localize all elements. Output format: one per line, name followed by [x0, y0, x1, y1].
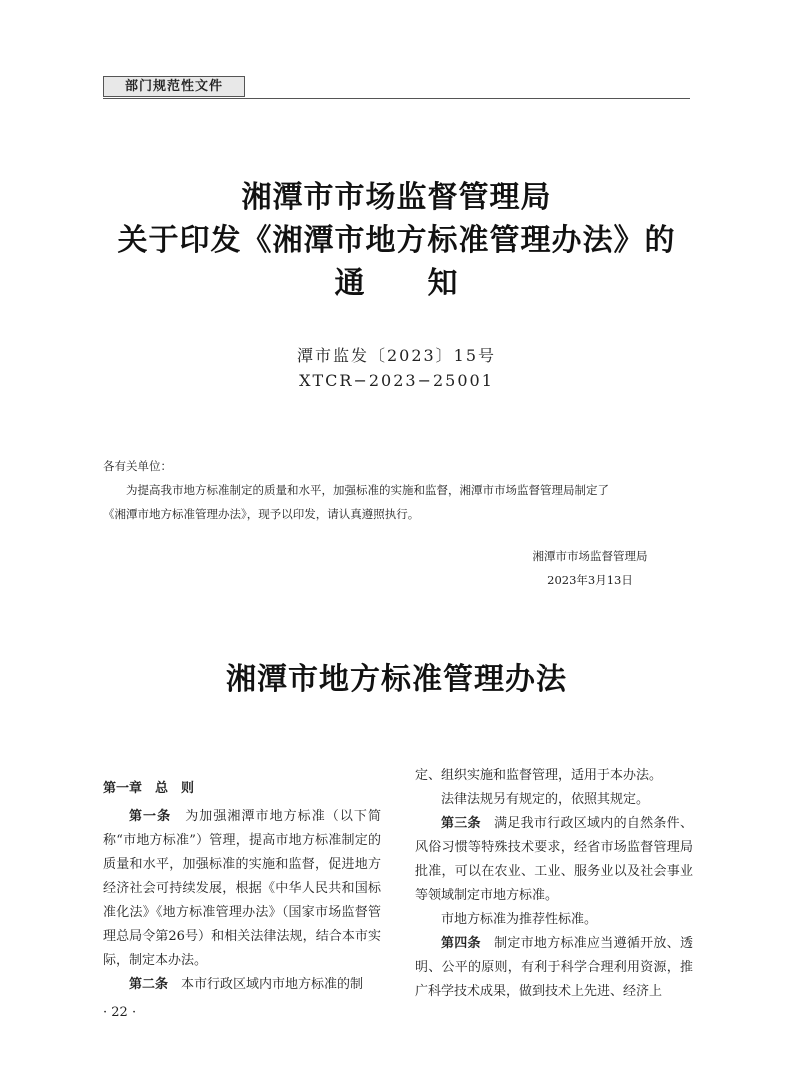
salutation: 各有关单位：: [103, 459, 172, 473]
article-3-text: 满足我市行政区域内的自然条件、风俗习惯等特殊技术要求，经省市场监督管理局批准，可以在农业、工业、服务业以及社会事业等领域制定市地方标准。: [415, 816, 693, 903]
section-tag: 部门规范性文件: [103, 76, 245, 97]
article-4-label: 第四条: [441, 936, 481, 951]
header-rule: [103, 98, 690, 99]
notice-title-line-2: 关于印发《湘潭市地方标准管理办法》的: [117, 223, 676, 258]
issuer-name: 湘潭市市场监督管理局: [532, 549, 648, 563]
article-2-extra: 法律法规另有规定的，依照其规定。: [441, 792, 650, 807]
article-1-text: 为加强湘潭市地方标准（以下简称“市地方标准”）管理，提高市地方标准制定的质量和水平，加强标准的实施和监督，促进地方经济社会可持续发展，根据《中华人民共和国标准化法》《地方标准管理办法》（国家市场监督管理总局令第26号）和相关法律法规，结合本市实际，制定本办法。: [103, 809, 381, 968]
article-2-text-left: 本市行政区域内市地方标准的制: [181, 977, 364, 992]
article-2-continued: 定、组织实施和监督管理，适用于本办法。: [415, 768, 663, 783]
notice-paragraph: [103, 478, 693, 526]
registration-number: XTCR−2023−25001: [299, 371, 494, 390]
article-3-label: 第三条: [441, 816, 481, 831]
right-column: [415, 764, 693, 1004]
article-2-label: 第二条: [129, 977, 169, 992]
issue-number: 潭市监发〔2023〕15号: [296, 346, 497, 365]
article-3: [415, 812, 693, 908]
notice-paragraph-line-1: 为提高我市地方标准制定的质量和水平，加强标准的实施和监督，湘潭市市场监督管理局制定了: [126, 483, 609, 497]
article-2-start: [103, 973, 381, 997]
measures-title: 湘潭市地方标准管理办法: [226, 662, 567, 697]
issue-date: 2023年3月13日: [547, 573, 633, 587]
chapter-heading: 第一章 总 则: [103, 781, 195, 796]
notice-paragraph-line-2: 《湘潭市地方标准管理办法》，现予以印发，请认真遵照执行。: [103, 507, 420, 521]
page-number: · 22 ·: [103, 1005, 137, 1020]
article-1-label: 第一条: [129, 809, 172, 824]
article-1: [103, 805, 381, 973]
notice-title-line-3: 通 知: [334, 266, 459, 301]
article-4: [415, 932, 693, 1004]
issuer-block: [490, 544, 690, 592]
article-4-text: 制定市地方标准应当遵循开放、透明、公平的原则，有利于科学合理利用资源，推广科学技术成果，做到技术上先进、经济上: [415, 936, 693, 999]
left-column: [103, 777, 381, 997]
article-3-extra: 市地方标准为推荐性标准。: [441, 912, 598, 927]
notice-title-line-1: 湘潭市市场监督管理局: [241, 180, 552, 215]
